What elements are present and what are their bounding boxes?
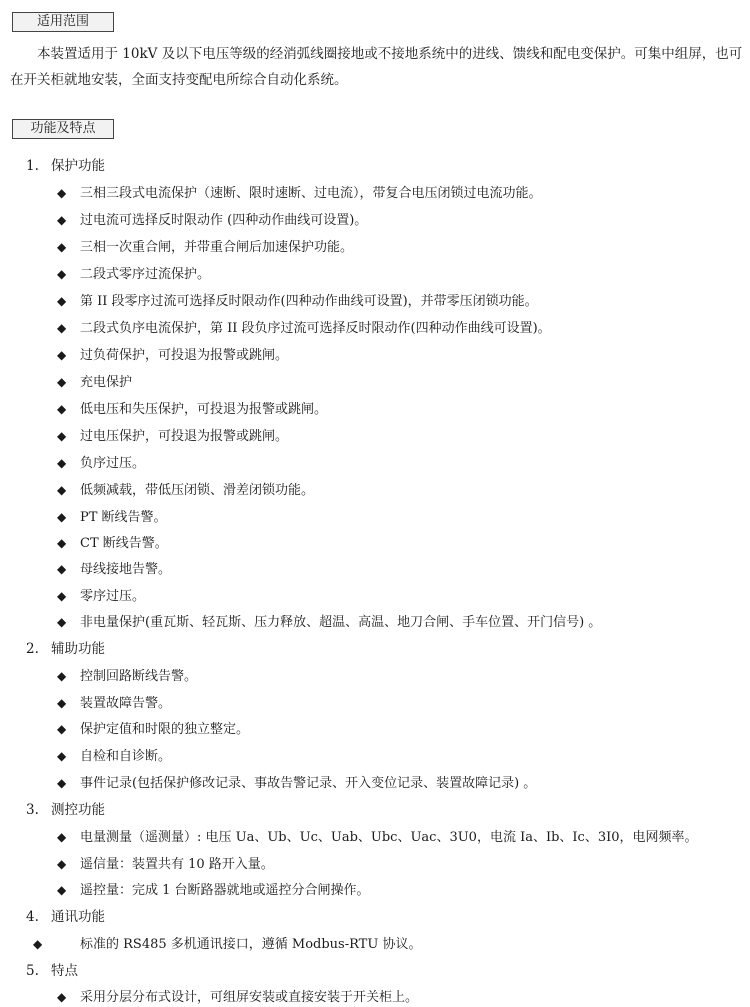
list-item: ◆ 低频减载，带低压闭锁、滑差闭锁功能。 — [57, 483, 315, 498]
list-item: ◆ 过电流可选择反时限动作 (四种动作曲线可设置)。 — [57, 213, 368, 228]
diamond-bullet-icon: ◆ — [57, 321, 67, 335]
list-item: ◆ 三相三段式电流保护（速断、限时速断、过电流），带复合电压闭锁过电流功能。 — [57, 186, 542, 201]
list-item: ◆ 充电保护 — [57, 375, 133, 390]
list-item: ◆ 二段式负序电流保护，第 II 段负序过流可选择反时限动作(四种动作曲线可设置)。 — [57, 321, 551, 336]
section-title-scope: 适用范围 — [12, 12, 114, 32]
list-item: ◆ 三相一次重合闸，并带重合闸后加速保护功能。 — [57, 240, 354, 255]
diamond-bullet-icon: ◆ — [57, 615, 67, 629]
scope-paragraph — [10, 41, 746, 93]
diamond-bullet-icon: ◆ — [33, 937, 43, 951]
list-item: ◆ PT 断线告警。 — [57, 510, 167, 525]
list-item: ◆ 标准的 RS485 多机通讯接口，遵循 Modbus-RTU 协议。 — [33, 937, 422, 952]
diamond-bullet-icon: ◆ — [57, 722, 67, 736]
diamond-bullet-icon: ◆ — [57, 240, 67, 254]
group-heading: 3. 测控功能 — [26, 802, 105, 818]
diamond-bullet-icon: ◆ — [57, 348, 67, 362]
diamond-bullet-icon: ◆ — [57, 830, 67, 844]
list-item: ◆ 保护定值和时限的独立整定。 — [57, 722, 250, 737]
diamond-bullet-icon: ◆ — [57, 294, 67, 308]
group-heading: 5. 特点 — [26, 963, 78, 979]
group-heading: 2. 辅助功能 — [26, 641, 105, 657]
list-item: ◆ 装置故障告警。 — [57, 696, 172, 711]
diamond-bullet-icon: ◆ — [57, 776, 67, 790]
list-item: ◆ 控制回路断线告警。 — [57, 669, 198, 684]
diamond-bullet-icon: ◆ — [57, 562, 67, 576]
list-item: ◆ 母线接地告警。 — [57, 562, 172, 577]
list-item: ◆ 遥信量：装置共有 10 路开入量。 — [57, 857, 274, 872]
list-item: ◆ 零序过压。 — [57, 589, 146, 604]
diamond-bullet-icon: ◆ — [57, 213, 67, 227]
list-item: ◆ 事件记录(包括保护修改记录、事故告警记录、开入变位记录、装置故障记录) 。 — [57, 776, 537, 791]
diamond-bullet-icon: ◆ — [57, 510, 67, 524]
diamond-bullet-icon: ◆ — [57, 536, 67, 550]
list-item: ◆ 遥控量：完成 1 台断路器就地或遥控分合闸操作。 — [57, 883, 370, 898]
list-item: ◆ 采用分层分布式设计，可组屏安装或直接安装于开关柜上。 — [57, 990, 419, 1005]
list-item: ◆ 自检和自诊断。 — [57, 749, 172, 764]
group-heading: 4. 通讯功能 — [26, 909, 105, 925]
diamond-bullet-icon: ◆ — [57, 186, 67, 200]
list-item: ◆ CT 断线告警。 — [57, 536, 168, 551]
list-item: ◆ 过负荷保护，可投退为报警或跳闸。 — [57, 348, 289, 363]
list-item: ◆ 非电量保护(重瓦斯、轻瓦斯、压力释放、超温、高温、地刀合闸、手车位置、开门信号) 。 — [57, 615, 602, 630]
list-item: ◆ 负序过压。 — [57, 456, 146, 471]
diamond-bullet-icon: ◆ — [57, 429, 67, 443]
list-item: ◆ 二段式零序过流保护。 — [57, 267, 211, 282]
diamond-bullet-icon: ◆ — [57, 696, 67, 710]
list-item: ◆ 低电压和失压保护，可投退为报警或跳闸。 — [57, 402, 328, 417]
list-item: ◆ 电量测量（遥测量）: 电压 Ua、Ub、Uc、Uab、Ubc、Uac、3U0，电流 Ia、Ib、Ic、3I0，电网频率。 — [57, 830, 698, 845]
group-heading: 1. 保护功能 — [26, 158, 105, 174]
diamond-bullet-icon: ◆ — [57, 402, 67, 416]
diamond-bullet-icon: ◆ — [57, 267, 67, 281]
diamond-bullet-icon: ◆ — [57, 375, 67, 389]
diamond-bullet-icon: ◆ — [57, 883, 67, 897]
diamond-bullet-icon: ◆ — [57, 456, 67, 470]
scope-text: 本装置适用于 10kV 及以下电压等级的经消弧线圈接地或不接地系统中的进线、馈线和配电变保护。可集中组屏，也可在开关柜就地安装，全面支持变配电所综合自动化系统。 — [10, 46, 743, 88]
diamond-bullet-icon: ◆ — [57, 857, 67, 871]
diamond-bullet-icon: ◆ — [57, 589, 67, 603]
section-title-features: 功能及特点 — [12, 119, 114, 139]
list-item: ◆ 第 II 段零序过流可选择反时限动作(四种动作曲线可设置)，并带零压闭锁功能。 — [57, 294, 538, 309]
diamond-bullet-icon: ◆ — [57, 749, 67, 763]
diamond-bullet-icon: ◆ — [57, 990, 67, 1004]
diamond-bullet-icon: ◆ — [57, 669, 67, 683]
list-item: ◆ 过电压保护，可投退为报警或跳闸。 — [57, 429, 289, 444]
diamond-bullet-icon: ◆ — [57, 483, 67, 497]
